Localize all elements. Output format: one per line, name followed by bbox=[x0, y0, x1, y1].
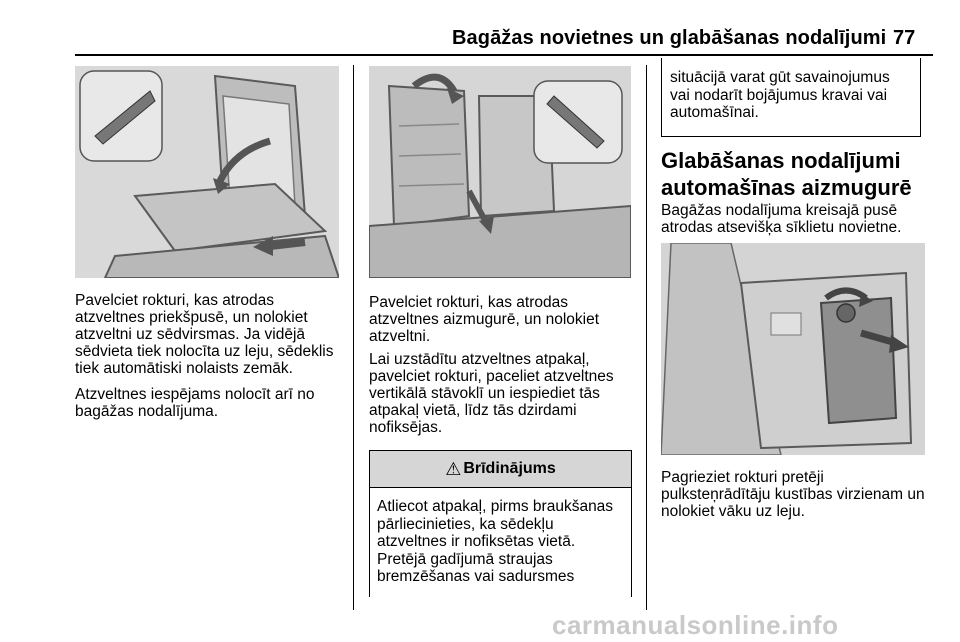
middle-paragraph-1: Pavelciet rokturi, kas atrodas atzveltnes aizmugurē, un nolokiet atzveltni. bbox=[369, 294, 600, 345]
warning-text: Atliecot atpakaļ, pirms braukšanas pārliecinieties, ka sēdekļu atzveltnes ir nofiksētas vietā. Pretējā gadījumā straujas bremzēšanas vai sadursmes bbox=[377, 498, 614, 585]
column-divider-left bbox=[353, 65, 354, 610]
left-paragraph-2: Atzveltnes iespējams nolocīt arī no bagāžas nodalījuma. bbox=[75, 386, 315, 420]
warning-header bbox=[370, 451, 631, 488]
column-divider-right bbox=[646, 65, 647, 610]
warning-continuation-box bbox=[661, 58, 921, 137]
warning-continuation-text: situācijā varat gūt savainojumus vai nodarīt bojājumus kravai vai automašīnai. bbox=[670, 69, 890, 121]
middle-paragraph-2: Lai uzstādītu atzveltnes atpakaļ, pavelciet rokturi, paceliet atzveltnes vertikālā stāvoklī un iespiediet tās atpakaļ vietā, līdz tās dzirdami nofiksējas. bbox=[369, 351, 614, 436]
seat-fold-front-figure bbox=[75, 66, 339, 278]
page-header-title: Bagāžas novietnes un glabāšanas nodalījumi bbox=[452, 27, 887, 49]
warning-triangle-icon: ⚠ bbox=[445, 458, 462, 479]
right-paragraph-1: Bagāžas nodalījuma kreisajā pusē atrodas atsevišķa sīklietu novietne. bbox=[661, 202, 902, 236]
watermark: carmanualsonline.info bbox=[552, 610, 839, 640]
seat-fold-rear-figure bbox=[369, 66, 631, 278]
section-title: Glabāšanas nodalījumi automašīnas aizmugurē bbox=[661, 148, 912, 200]
right-paragraph-2: Pagrieziet rokturi pretēji pulksteņrādītāju kustības virzienam un nolokiet vāku uz leju. bbox=[661, 469, 925, 520]
warning-box bbox=[369, 450, 632, 597]
storage-compartment-figure bbox=[661, 243, 925, 455]
left-paragraph-1: Pavelciet rokturi, kas atrodas atzveltnes priekšpusē, un nolokiet atzveltni uz sēdvirsmas. Ja vidējā sēdvieta tiek nolocīta uz leju, sēdeklis tiek automātiski nolaists zemāk. bbox=[75, 292, 334, 377]
header-rule bbox=[75, 54, 933, 56]
warning-title: Brīdinājums bbox=[463, 460, 556, 477]
page-number: 77 bbox=[893, 27, 916, 49]
